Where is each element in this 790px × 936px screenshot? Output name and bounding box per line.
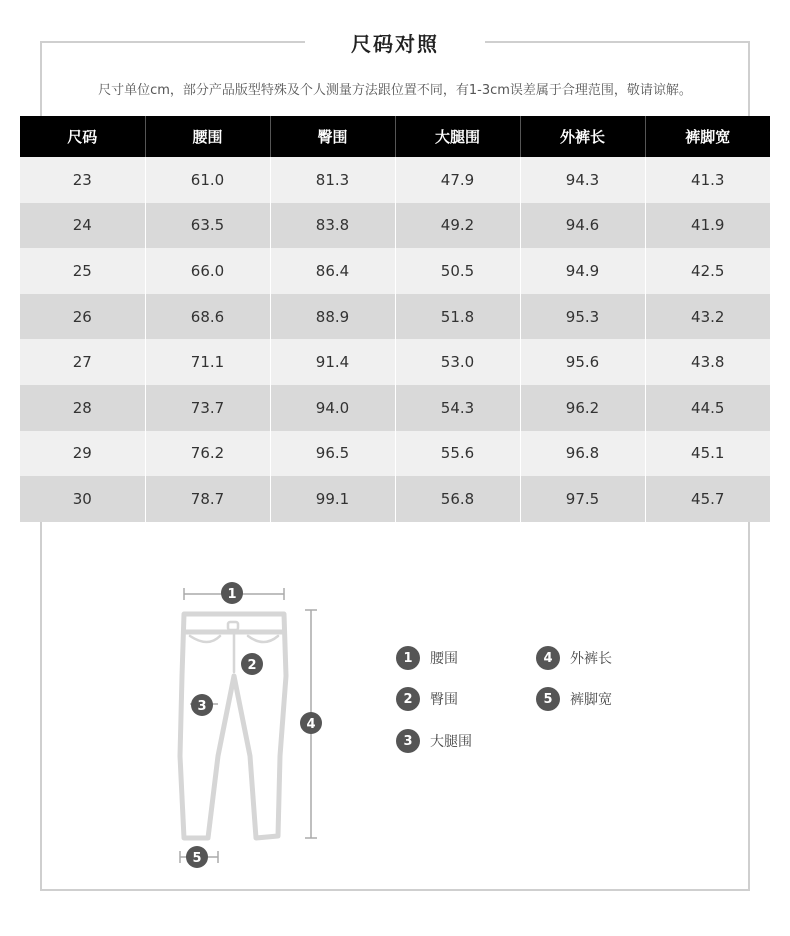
table-header-row (20, 116, 770, 157)
table-cell: 54.3 (395, 385, 520, 431)
marker-4-label: 4 (306, 717, 316, 732)
table-cell: 91.4 (270, 339, 395, 385)
table-row (20, 157, 770, 203)
legend-item-waist (396, 646, 458, 670)
marker-1 (221, 582, 243, 604)
legend-badge: 5 (536, 687, 560, 711)
table-cell: 95.6 (520, 339, 645, 385)
table-cell: 97.5 (520, 476, 645, 522)
table-cell: 94.0 (270, 385, 395, 431)
table-cell: 86.4 (270, 248, 395, 294)
page-title: 尺码对照 (351, 31, 439, 56)
table-cell: 26 (20, 294, 145, 340)
marker-5-label: 5 (192, 851, 202, 866)
table-cell: 71.1 (145, 339, 270, 385)
table-cell: 25 (20, 248, 145, 294)
legend-badge: 1 (396, 646, 420, 670)
table-cell: 45.7 (645, 476, 770, 522)
table-cell: 24 (20, 203, 145, 249)
table-cell: 96.5 (270, 431, 395, 477)
marker-2 (241, 653, 263, 675)
table-cell: 63.5 (145, 203, 270, 249)
table-cell: 94.6 (520, 203, 645, 249)
legend-badge: 4 (536, 646, 560, 670)
table-cell: 43.8 (645, 339, 770, 385)
jeans-measurement-icon (160, 576, 340, 876)
legend-label: 大腿围 (430, 734, 472, 750)
table-cell: 96.8 (520, 431, 645, 477)
table-cell: 76.2 (145, 431, 270, 477)
table-cell: 88.9 (270, 294, 395, 340)
table-cell: 99.1 (270, 476, 395, 522)
table-cell: 50.5 (395, 248, 520, 294)
table-row (20, 248, 770, 294)
table-cell: 42.5 (645, 248, 770, 294)
table-cell: 44.5 (645, 385, 770, 431)
header-length: 外裤长 (520, 116, 645, 157)
table-cell: 51.8 (395, 294, 520, 340)
table-row (20, 203, 770, 249)
legend-item-hem (536, 687, 612, 711)
header-hem: 裤脚宽 (645, 116, 770, 157)
table-cell: 27 (20, 339, 145, 385)
legend-badge: 2 (396, 687, 420, 711)
legend-label: 裤脚宽 (570, 692, 612, 708)
legend-item-length (536, 646, 612, 670)
header-thigh: 大腿围 (395, 116, 520, 157)
table-cell: 81.3 (270, 157, 395, 203)
table-cell: 83.8 (270, 203, 395, 249)
table-cell: 94.3 (520, 157, 645, 203)
measurement-note: 尺寸单位cm，部分产品版型特殊及个人测量方法跟位置不同，有1-3cm误差属于合理范围，敬请谅解。 (98, 83, 692, 98)
marker-1-label: 1 (227, 587, 237, 602)
legend-label: 臀围 (430, 692, 458, 708)
table-cell: 55.6 (395, 431, 520, 477)
header-size: 尺码 (20, 116, 145, 157)
legend-label: 腰围 (430, 651, 458, 667)
table-cell: 41.9 (645, 203, 770, 249)
table-cell: 23 (20, 157, 145, 203)
table-cell: 78.7 (145, 476, 270, 522)
table-cell: 66.0 (145, 248, 270, 294)
table-row (20, 294, 770, 340)
legend-label: 外裤长 (570, 651, 612, 667)
table-cell: 49.2 (395, 203, 520, 249)
table-cell: 73.7 (145, 385, 270, 431)
header-hip: 臀围 (270, 116, 395, 157)
legend-item-thigh (396, 729, 472, 753)
table-cell: 43.2 (645, 294, 770, 340)
table-cell: 30 (20, 476, 145, 522)
legend-item-hip (396, 687, 458, 711)
table-cell: 41.3 (645, 157, 770, 203)
table-cell: 45.1 (645, 431, 770, 477)
marker-3-label: 3 (197, 699, 207, 714)
table-cell: 96.2 (520, 385, 645, 431)
table-cell: 61.0 (145, 157, 270, 203)
table-cell: 47.9 (395, 157, 520, 203)
table-cell: 56.8 (395, 476, 520, 522)
table-cell: 28 (20, 385, 145, 431)
table-row (20, 385, 770, 431)
table-row (20, 339, 770, 385)
legend-badge: 3 (396, 729, 420, 753)
table-row (20, 431, 770, 477)
header-waist: 腰围 (145, 116, 270, 157)
table-cell: 53.0 (395, 339, 520, 385)
marker-3 (191, 694, 213, 716)
marker-4 (300, 712, 322, 734)
table-row (20, 476, 770, 522)
marker-2-label: 2 (247, 658, 257, 673)
table-cell: 29 (20, 431, 145, 477)
size-table (20, 116, 770, 522)
table-cell: 95.3 (520, 294, 645, 340)
title-container (305, 24, 485, 60)
table-cell: 94.9 (520, 248, 645, 294)
table-cell: 68.6 (145, 294, 270, 340)
marker-5 (186, 846, 208, 868)
